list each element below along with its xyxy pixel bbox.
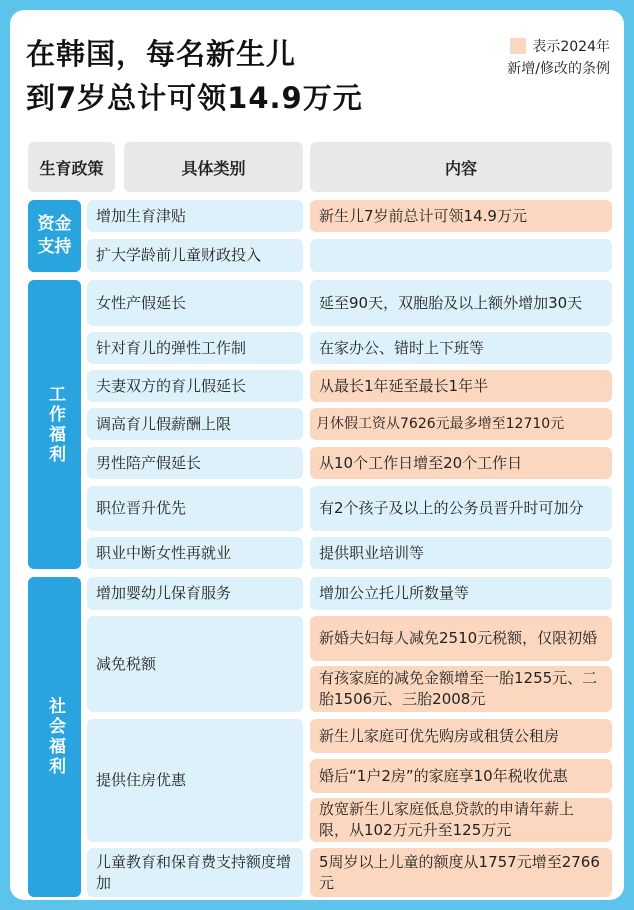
group-social-benefits: 社会福利 [28,577,81,897]
title-line-1: 在韩国，每名新生儿 [26,37,297,71]
row-category: 提供住房优惠 [87,719,303,842]
page-title [26,32,363,120]
row-content: 婚后“1户2房”的家庭享10年税收优惠 [310,759,612,793]
row-content: 新生儿家庭可优先购房或租赁公租房 [310,719,612,753]
row-category: 增加生育津贴 [87,200,303,232]
row-content: 有2个孩子及以上的公务员晋升时可加分 [310,486,612,531]
header-policy: 生育政策 [28,142,115,192]
row-category: 针对育儿的弹性工作制 [87,332,303,364]
row-content: 新生儿7岁前总计可领14.9万元 [310,200,612,232]
legend-text-line-1: 表示2024年 [532,39,610,55]
row-category: 儿童教育和保育费支持额度增加 [87,848,303,897]
title-line-2: 到7岁总计可领14.9万元 [26,81,363,115]
row-content: 月休假工资从7626元最多增至12710元 [310,408,612,440]
legend-text-line-2: 新增/修改的条例 [507,61,610,77]
row-category: 职位晋升优先 [87,486,303,531]
row-category: 男性陪产假延长 [87,447,303,479]
row-category: 增加婴幼儿保育服务 [87,577,303,610]
header-category: 具体类别 [124,142,303,192]
row-content: 提供职业培训等 [310,537,612,569]
row-content: 有孩家庭的减免金额增至一胎1255元、二胎1506元、三胎2008元 [310,666,612,712]
header-content: 内容 [310,142,612,192]
row-content [310,239,612,272]
row-content: 从最长1年延至最长1年半 [310,370,612,402]
legend [460,36,610,80]
row-content: 新婚夫妇每人减免2510元税额，仅限初婚 [310,616,612,661]
row-category: 职业中断女性再就业 [87,537,303,569]
row-content: 延至90天，双胞胎及以上额外增加30天 [310,280,612,326]
row-content: 放宽新生儿家庭低息贷款的申请年薪上限，从102万元升至125万元 [310,798,612,842]
row-content: 在家办公、错时上下班等 [310,332,612,364]
row-category: 减免税额 [87,616,303,712]
row-category: 调高育儿假薪酬上限 [87,408,303,440]
legend-swatch [510,38,526,54]
row-content: 从10个工作日增至20个工作日 [310,447,612,479]
row-content: 5周岁以上儿童的额度从1757元增至2766元 [310,848,612,897]
row-content: 增加公立托儿所数量等 [310,577,612,610]
infographic-card [10,10,624,900]
row-category: 扩大学龄前儿童财政投入 [87,239,303,272]
row-category: 夫妻双方的育儿假延长 [87,370,303,402]
group-work-benefits: 工作福利 [28,280,81,569]
group-funding: 资金支持 [28,200,81,272]
row-category: 女性产假延长 [87,280,303,326]
